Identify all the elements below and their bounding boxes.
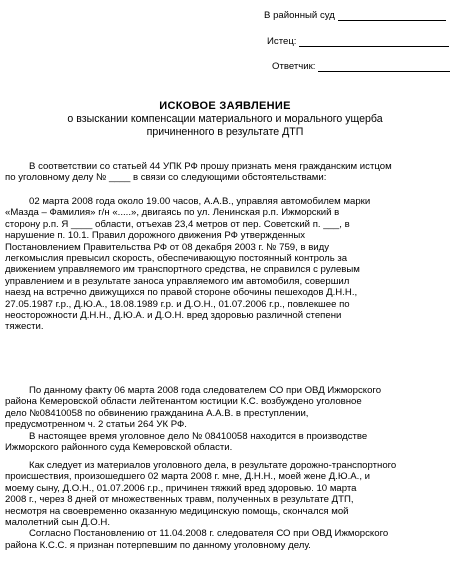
document-title: ИСКОВОЕ ЗАЯВЛЕНИЕ — [159, 100, 291, 112]
plaintiff-line — [267, 35, 449, 47]
paragraph-line: по уголовному делу № ____ в связи со следующими обстоятельствами: — [5, 172, 327, 184]
paragraph-incident — [5, 196, 443, 333]
document-subtitle-2: причиненного в результате ДТП — [146, 126, 304, 138]
paragraph-line: Постановлением Правительства РФ от 08 декабря 2003 г. № 759, в виду — [5, 241, 330, 253]
paragraph-line: Согласно Постановлению от 11.04.2008 г. следователя СО при ОВД Ижморского — [29, 528, 389, 540]
court-line — [264, 9, 446, 21]
paragraph-line: В настоящее время уголовное дело № 08410058 находится в производстве — [29, 430, 368, 442]
paragraph-line: «Мазда – Фамилия» г/н «.....», двигаясь по ул. Ленинская р.п. Ижморский в — [5, 207, 340, 219]
paragraph-line: моему сыну, Д.О.Н., 01.07.2006 г.р., причинен тяжкий вред здоровью. 10 марта — [5, 482, 357, 494]
paragraph-line: несмотря на своевременно оказанную медицинскую помощь, скончался мой — [5, 505, 349, 517]
paragraph-line: легкомыслия превысил скорость, обеспечивающую постоянный контроль за — [5, 253, 348, 265]
paragraph-line: района Кемеровской области лейтенантом юстиции К.С. возбуждено уголовное — [5, 396, 362, 408]
defendant-blank[interactable] — [318, 62, 450, 72]
paragraph-line: 27.05.1987 г.р., Д.Ю.А., 18.08.1989 г.р. и Д.О.Н., 01.07.2006 г.р., повлекшее по — [5, 298, 350, 310]
paragraph-line: Ижморского районного суда Кемеровской области. — [5, 442, 233, 454]
paragraph-intro — [5, 161, 443, 184]
court-label: В районный суд — [264, 9, 335, 21]
paragraph-line: неосторожности Д.Н.Н., Д.Ю.А. и Д.О.Н. вред здоровью различной степени — [5, 310, 342, 322]
paragraph-criminal-case — [5, 385, 443, 453]
defendant-line — [272, 60, 450, 72]
paragraph-line: сторону р.п. Я ____ области, отъехав 23,4 метров от пер. Советский п. ___, в — [5, 218, 350, 230]
paragraph-line: 02 марта 2008 года около 19.00 часов, А.А.В., управляя автомобилем марки — [29, 196, 371, 207]
paragraph-line: движением управляемого им транспортного средства, не справился с рулевым — [5, 264, 360, 276]
paragraph-line: происшествия, произошедшего 02 марта 2008 г. мне, Д.Н.Н., моей жене Д.Ю.А., и — [5, 471, 371, 483]
paragraph-line: нарушение п. 10.1. Правил дорожного движения РФ утвержденных — [5, 230, 306, 242]
paragraph-line: тяжести. — [5, 321, 44, 333]
paragraph-line: Как следует из материалов уголовного дела, в результате дорожно-транспортного — [29, 460, 397, 471]
defendant-label: Ответчик: — [272, 60, 316, 72]
document-subtitle-1: о взыскании компенсации материального и морального ущерба — [67, 113, 383, 125]
paragraph-line: В соответствии со статьей 44 УПК РФ прошу признать меня гражданским истцом — [29, 161, 392, 172]
paragraph-line: малолетний сын Д.О.Н. — [5, 517, 110, 529]
plaintiff-label: Истец: — [267, 35, 297, 47]
paragraph-line: 2008 г., через 8 дней от множественных травм, полученных в результате ДТП, — [5, 494, 354, 506]
paragraph-line: предусмотренном ч. 2 статьи 264 УК РФ. — [5, 419, 187, 431]
paragraph-line: района К.С.С. я признан потерпевшим по данному уголовному делу. — [5, 539, 311, 551]
paragraph-line: дело №08410058 по обвинению гражданина А.А.В. в преступлении, — [5, 407, 309, 419]
paragraph-line: наезд на встречно движущихся по правой стороне обочины пешеходов Д.Н.Н., — [5, 287, 358, 299]
paragraph-line: управлением и в результате заноса управляемого им автомобиля, совершил — [5, 275, 350, 287]
plaintiff-blank[interactable] — [299, 37, 449, 47]
paragraph-damages — [5, 460, 443, 551]
court-blank[interactable] — [338, 11, 446, 21]
paragraph-line: По данному факту 06 марта 2008 года следователем СО при ОВД Ижморского — [29, 385, 382, 396]
